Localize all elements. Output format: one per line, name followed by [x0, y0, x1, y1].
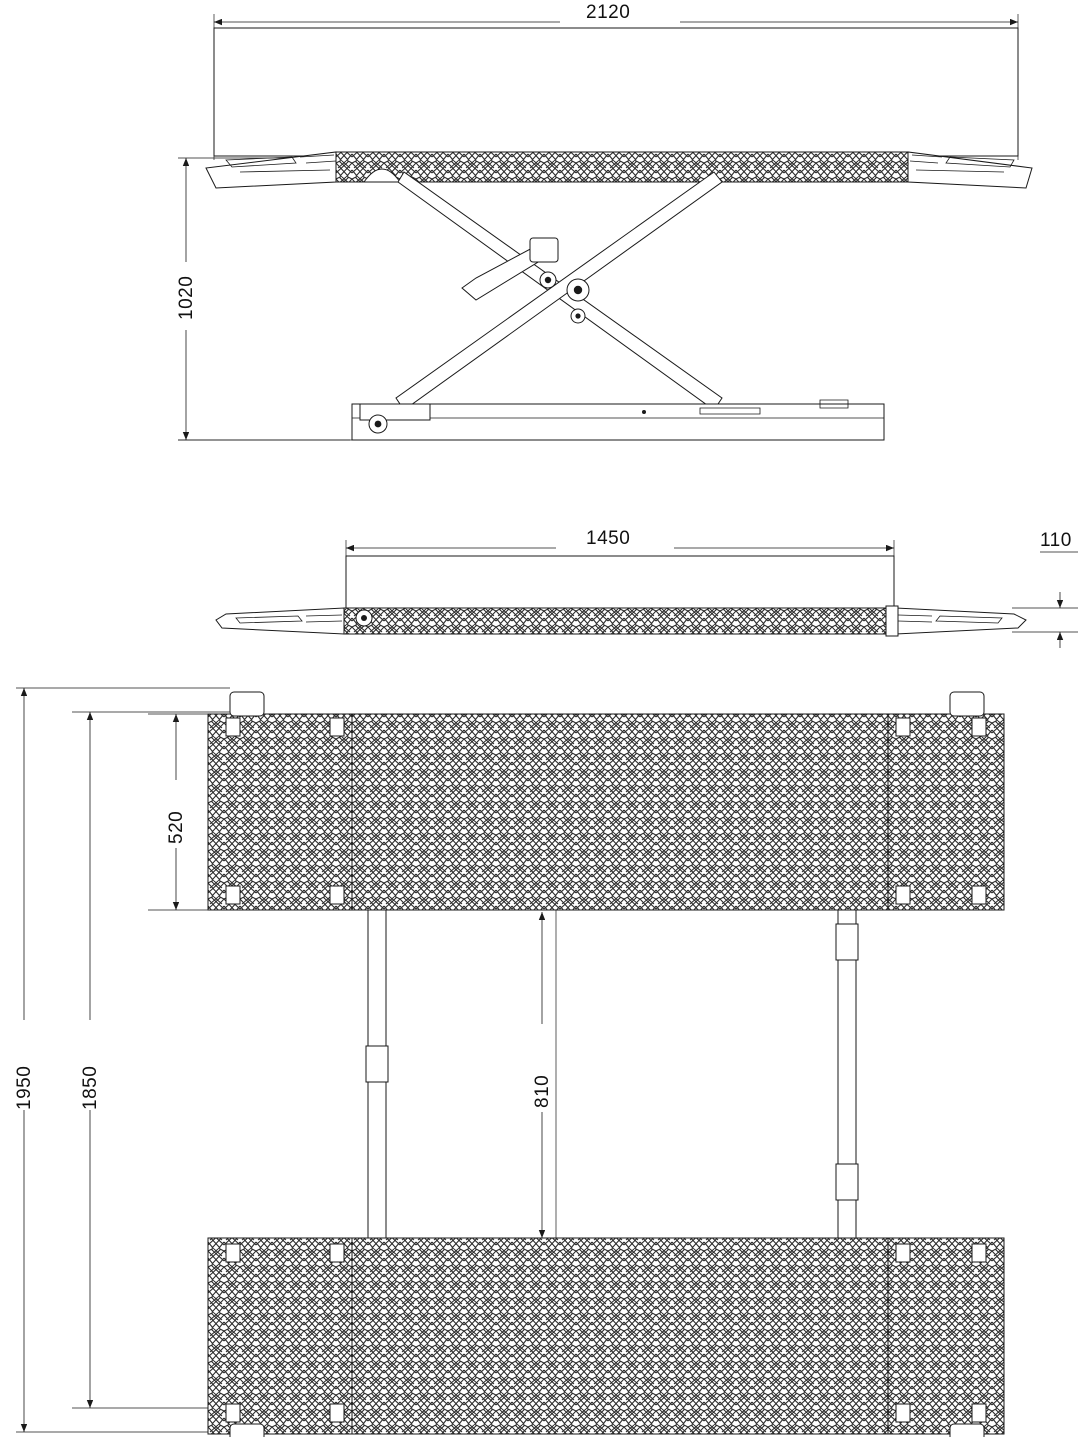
dim-lowered-height [1012, 552, 1078, 648]
dim-lift-height [178, 158, 350, 440]
dim-label-lowered-height: 110 [1040, 530, 1072, 551]
dim-label-inner-width: 810 [532, 1074, 553, 1108]
dim-width-over-platforms [72, 712, 230, 1408]
dim-label-overall-length: 2120 [586, 2, 631, 23]
dim-label-platform-width: 520 [166, 810, 187, 844]
dim-label-width-over-platforms: 1850 [80, 1065, 101, 1110]
view-front-elevation [178, 14, 1032, 440]
view-side-elevation [216, 540, 1078, 648]
dim-label-platform-length: 1450 [586, 528, 631, 549]
scissor-mechanism [396, 172, 722, 410]
dim-platform-length [346, 540, 894, 612]
dim-label-overall-width: 1950 [14, 1065, 35, 1110]
dim-overall-width [16, 688, 230, 1432]
dim-overall-length [214, 14, 1018, 160]
view-top-plan [16, 688, 1004, 1437]
dim-label-lift-height: 1020 [176, 275, 197, 320]
